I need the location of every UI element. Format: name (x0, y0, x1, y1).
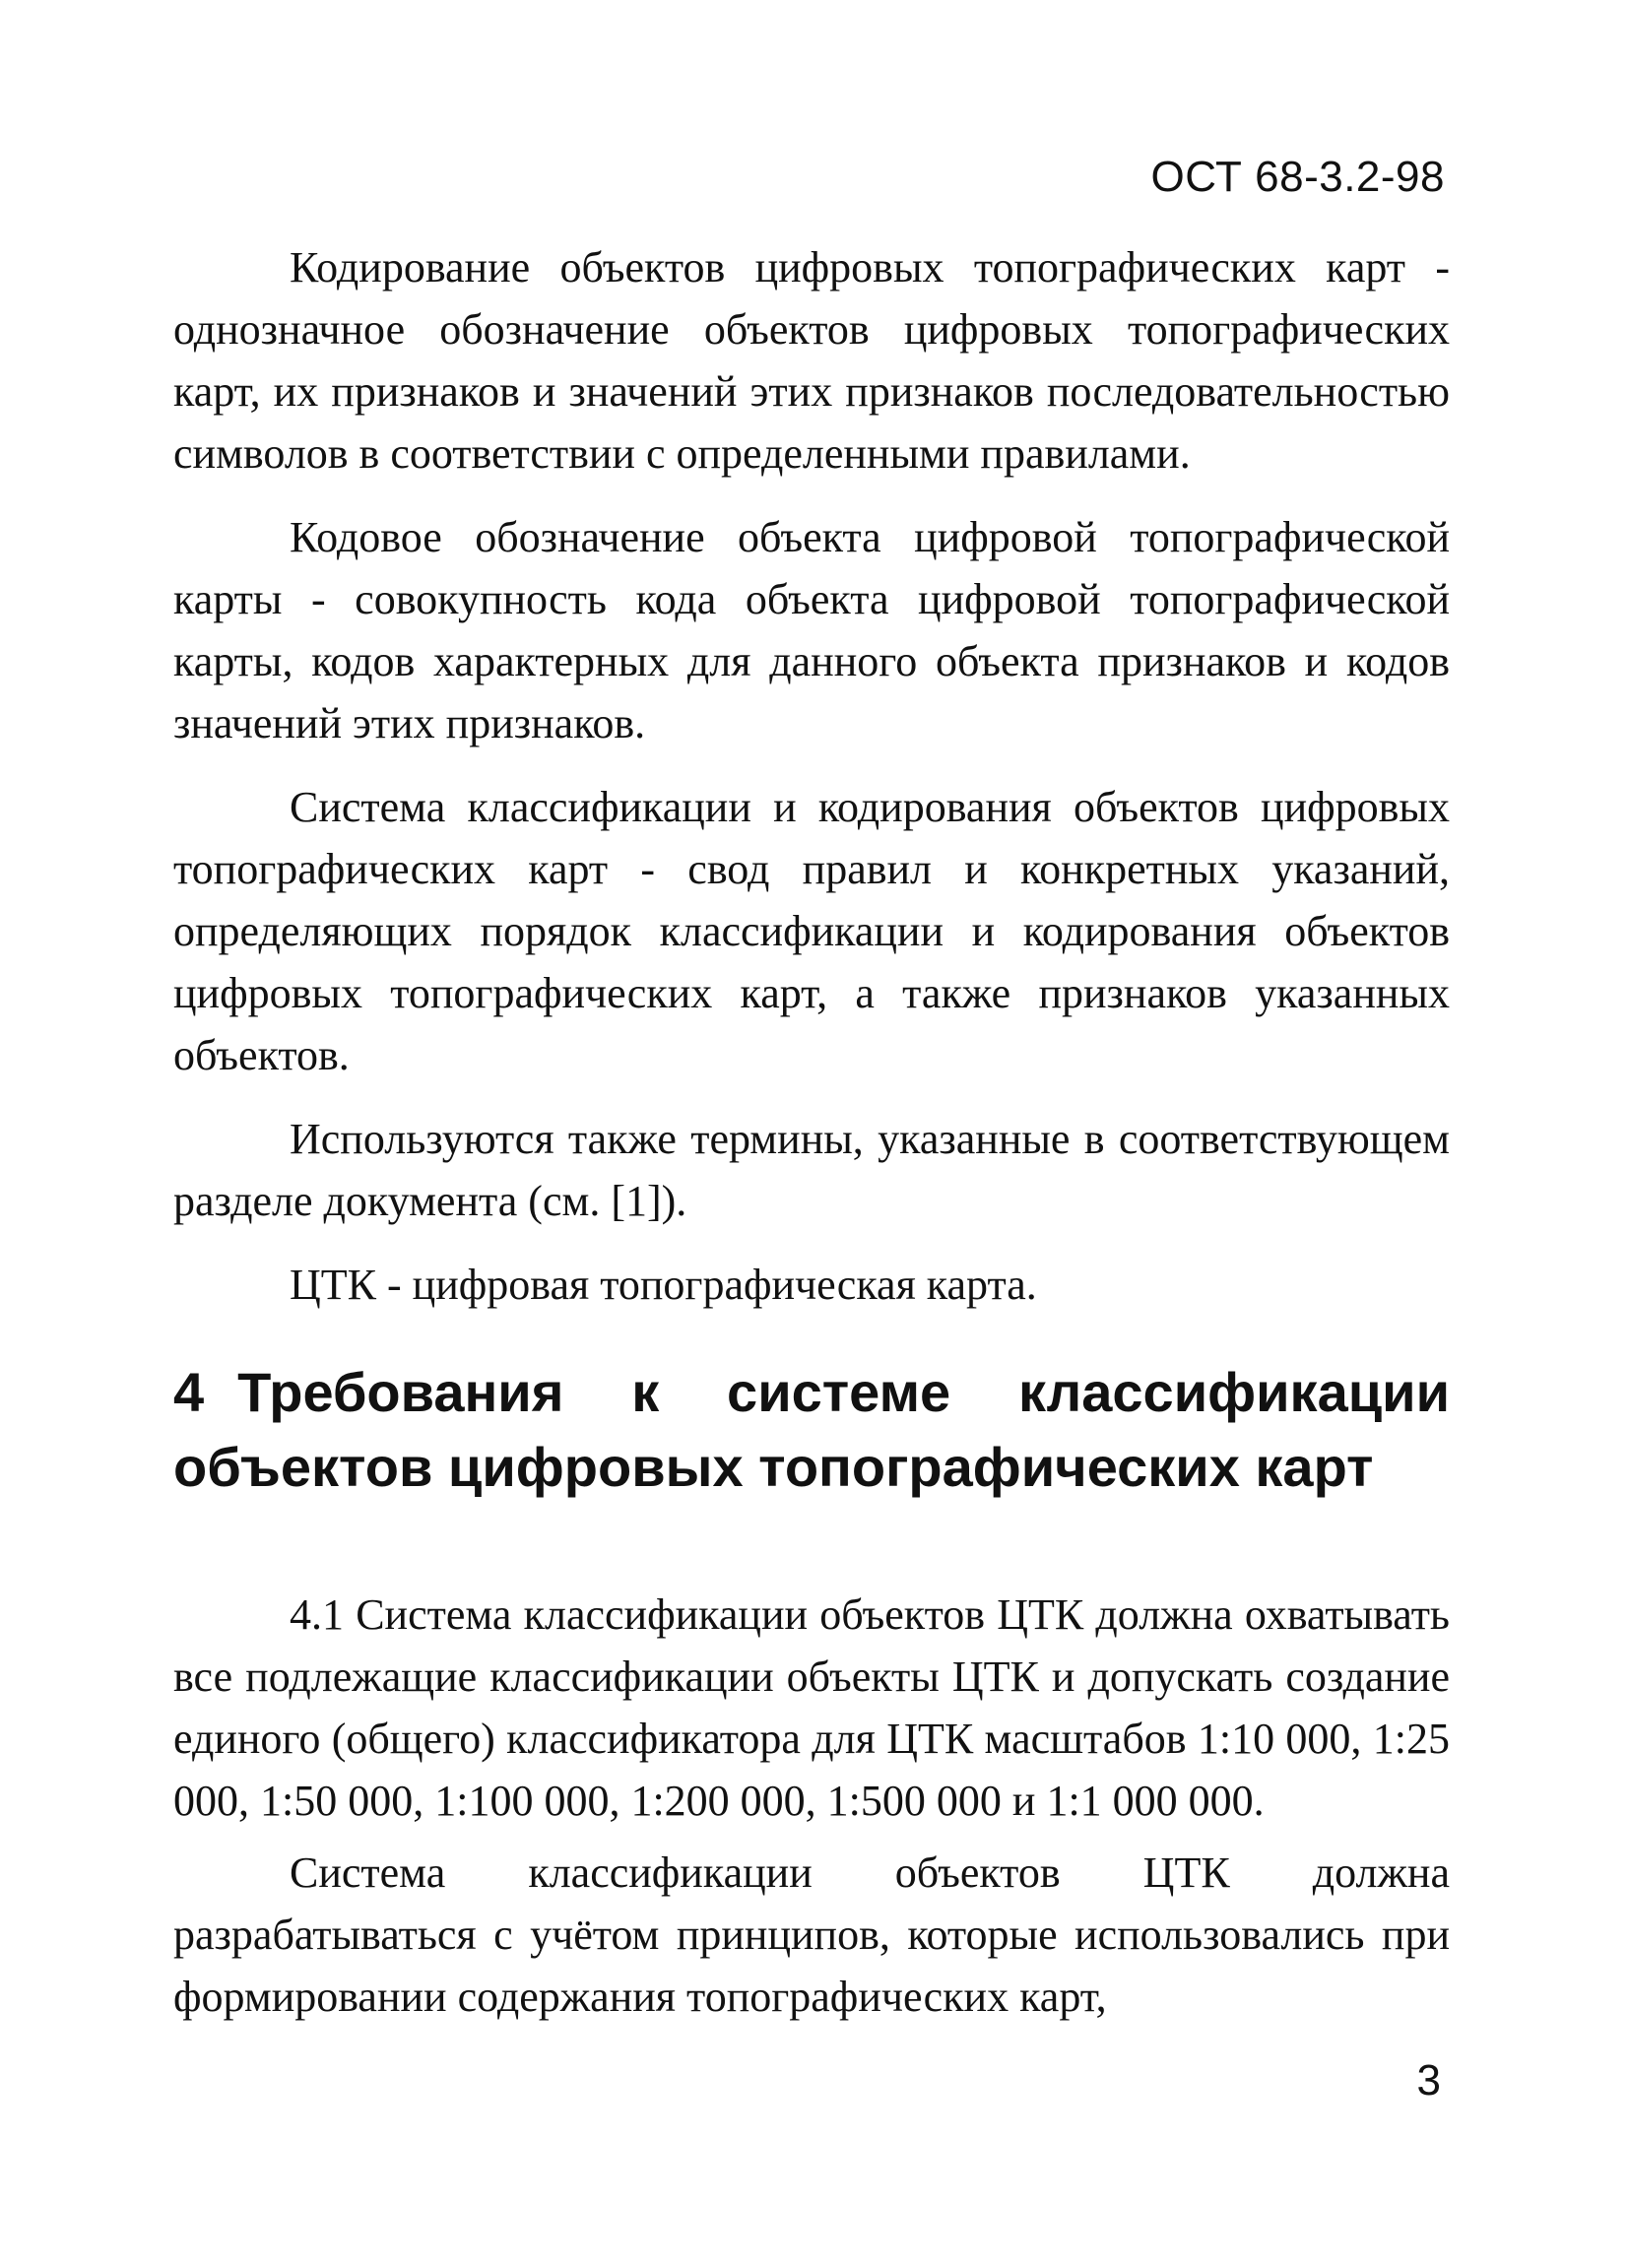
clause-4-1-paragraph: 4.1 Система классификации объектов ЦТК должна охватывать все подлежащие классификации объекты ЦТК и допускать создание единого (общего) классификатора для ЦТК масштабов 1:10 000, 1:25 000, 1:50 000, 1:100 000, 1:200 000, 1:500 000 и 1:1 000 000. (173, 1590, 1450, 1825)
abbreviation-paragraph: ЦТК - цифровая топографическая карта. (290, 1261, 1037, 1309)
definition-paragraph-code-designation: Кодовое обозначение объекта цифровой топографической карты - совокупность кода объекта цифровой топографической карты, кодов характерных для данного объекта признаков и кодов значений этих признаков. (173, 513, 1450, 747)
definition-paragraph-classification-system: Система классификации и кодирования объектов цифровых топографических карт - свод правил и конкретных указаний, определяющих порядок классификации и кодирования объектов цифровых топографических карт, а также признаков указанных объектов. (173, 783, 1450, 1079)
page-number: 3 (1416, 2056, 1441, 2105)
definition-paragraph-coding: Кодирование объектов цифровых топографических карт - однозначное обозначение объектов цифровых топографических карт, их признаков и значений этих признаков последовательностью символов в соответствии с определенными правилами. (173, 243, 1450, 478)
section-title: Требования к системе классификации объектов цифровых топографических карт (173, 1361, 1450, 1498)
section-number: 4 (173, 1361, 205, 1423)
document-code: ОСТ 68-3.2-98 (1150, 153, 1445, 201)
section-heading (173, 1355, 1450, 1505)
terms-reference-paragraph: Используются также термины, указанные в соответствующем разделе документа (см. [1]). (173, 1115, 1450, 1225)
clause-continuation-paragraph: Система классификации объектов ЦТК должна разрабатываться с учётом принципов, которые использовались при формировании содержания топографических карт, (173, 1848, 1450, 2021)
page-body (173, 236, 1450, 2028)
